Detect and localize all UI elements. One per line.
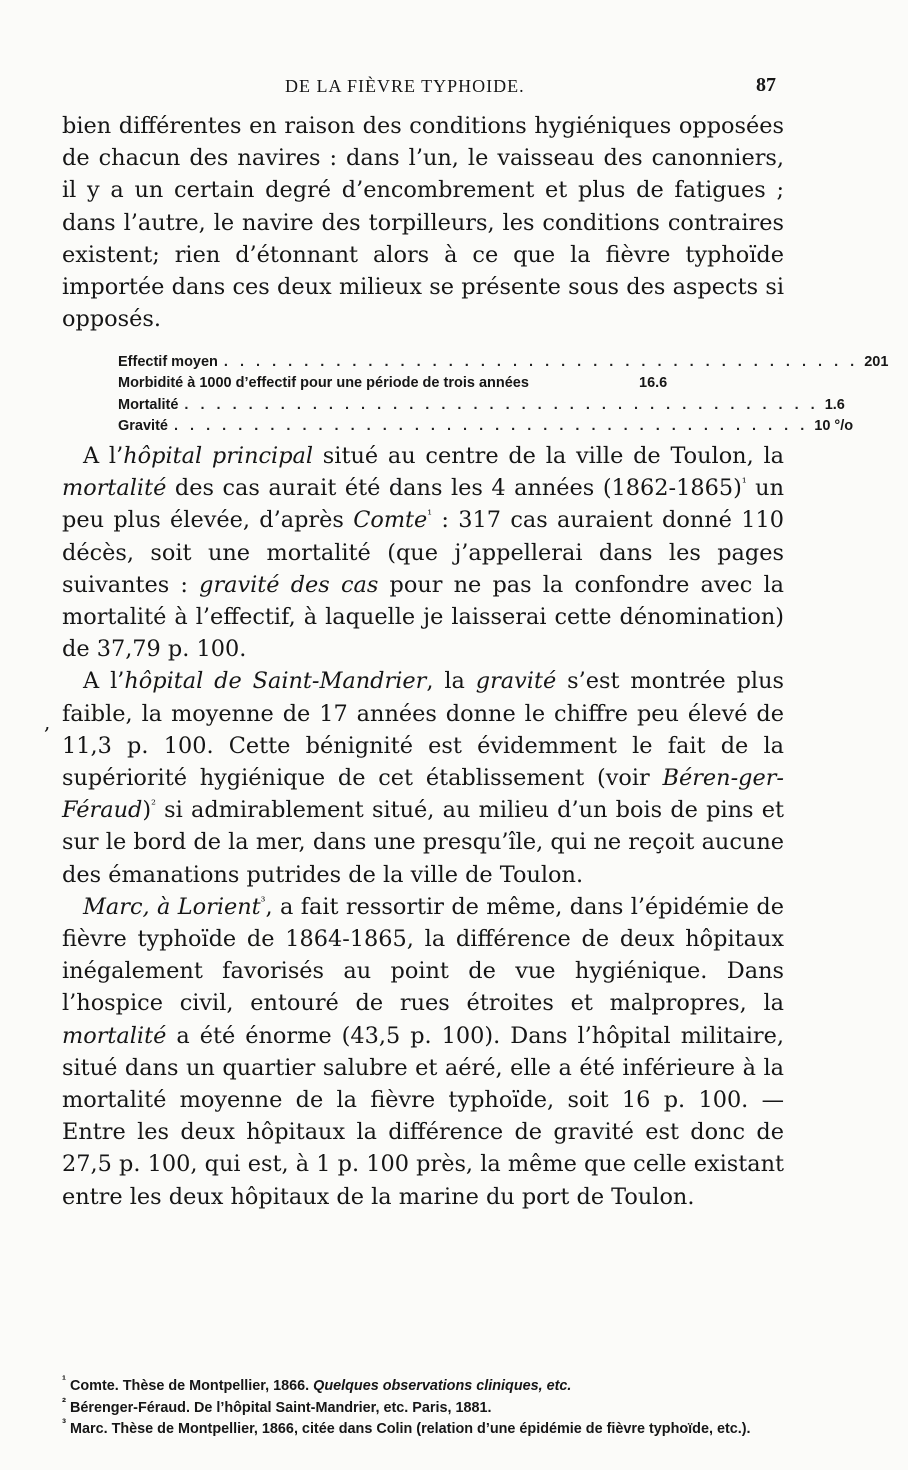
- leader-dots: . . . . . . . . . . . . . . . . . . . . . . . . . . . . . . . . . . . . . . . .: [223, 354, 859, 370]
- paragraph-4: Marc, à Lorient$^{^3}$, a fait ressortir de même, dans l’épidémie de fièvre typhoïde de 1864-1865, la différence de deux hôpitaux inégalement favorisés au point de vue hygiénique. Dans l’hospice civil, entouré de rues étroites et malpropres, la mortalité a été énorme (43,5 p. 100). Dans l’hôpital militaire, situé dans un quartier salubre et aéré, elle a été inférieure à la mortalité moyenne de la fièvre typhoïde, soit 16 p. 100. — Entre les deux hôpitaux la différence de gravité est donc de 27,5 p. 100, qui est, à 1 p. 100 près, la même que celle existant entre les deux hôpitaux de la marine du port de Toulon.: [62, 893, 784, 1210]
- paragraph-2: A l’hôpital principal situé au centre de la ville de Toulon, la mortalité des cas aurait été dans les 4 années (1862-1865)$^{^1}$ un peu plus élevée, d’après Comte$^{^1}$ : 317 cas auraient donné 110 décès, soit une mortalité (que j’appellerai dans les pages suivantes : gravité des cas pour ne pas la confondre avec la mortalité à l’effectif, à laquelle je laisserai cette dénomination) de 37,79 p. 100.: [62, 443, 784, 663]
- running-title: DE LA FIÈVRE TYPHOIDE.: [285, 76, 525, 96]
- footnote-ref: ¹: [427, 507, 433, 522]
- footnote-ref: ¹: [741, 475, 747, 490]
- paragraph-1: bien différentes en raison des conditions hygiéniques opposées de chacun des navires : dans l’un, le vaisseau des canonniers, il y a un certain degré d’encombrement et plus de fatigues ; dans l’autre, le navire des torpilleurs, les conditions contraires existent; rien d’étonnant alors à ce que la fièvre typhoïde importée dans ces deux milieux se présente sous des aspects si opposés.: [62, 113, 784, 333]
- paragraph-3: A l’hôpital de Saint-Mandrier, la gravité s’est montrée plus faible, la moyenne de 17 années donne le chiffre peu élevé de 11,3 p. 100. Cette bénignité est évidemment le fait de la supériorité hygiénique de cet établissement (voir Béren-ger-Féraud)$^{^2}$ si admirablement situé, au milieu d’un bois de pins et sur le bord de la mer, dans une presqu’île, qui ne reçoit aucune des émanations putrides de la ville de Toulon.: [62, 668, 784, 888]
- stat-row: [118, 373, 683, 394]
- stat-value: 10 °/o: [814, 418, 854, 435]
- stat-value: 201: [864, 354, 889, 370]
- stat-value: 1.6: [824, 396, 845, 413]
- margin-mark: ,: [44, 710, 51, 734]
- body-text-continued: [62, 440, 784, 1213]
- stat-row: [118, 416, 854, 437]
- page-number: 87: [756, 74, 776, 96]
- leader-dots: . . . . . . . . . . . . . . . . . . . . . . . . . . . . . . . . . . . . . . . .: [184, 396, 819, 413]
- statistics-table: [118, 352, 889, 438]
- stat-row: [118, 352, 889, 373]
- running-head: [0, 0, 800, 104]
- stat-label: Morbidité à 1000 d’effectif pour une période de trois années: [118, 375, 529, 392]
- stat-label: Effectif moyen: [118, 354, 218, 370]
- footnote-ref: ²: [151, 797, 156, 812]
- footnote-ref: ³: [260, 894, 266, 909]
- stat-row: [118, 395, 845, 416]
- stat-label: Gravité: [118, 418, 168, 435]
- stat-value: 16.6: [639, 375, 668, 392]
- footnotes: [62, 1373, 784, 1441]
- footnote: $^{^3}$ Marc. Thèse de Montpellier, 1866, citée dans Colin (relation d’une épidémie de fièvre typhoïde, etc.).: [62, 1416, 751, 1437]
- leader-dots: . . . . . . . . . . . . . . . . . . . . . . . . . . . . . . . . . . . . . . . .: [173, 418, 809, 435]
- stat-label: Mortalité: [118, 396, 179, 413]
- body-text: [62, 110, 784, 335]
- footnote: $^{^1}$ Comte. Thèse de Montpellier, 1866. Quelques observations cliniques, etc.: [62, 1373, 572, 1394]
- footnote: $^{^2}$ Bérenger-Féraud. De l’hôpital Saint-Mandrier, etc. Paris, 1881.: [62, 1394, 492, 1416]
